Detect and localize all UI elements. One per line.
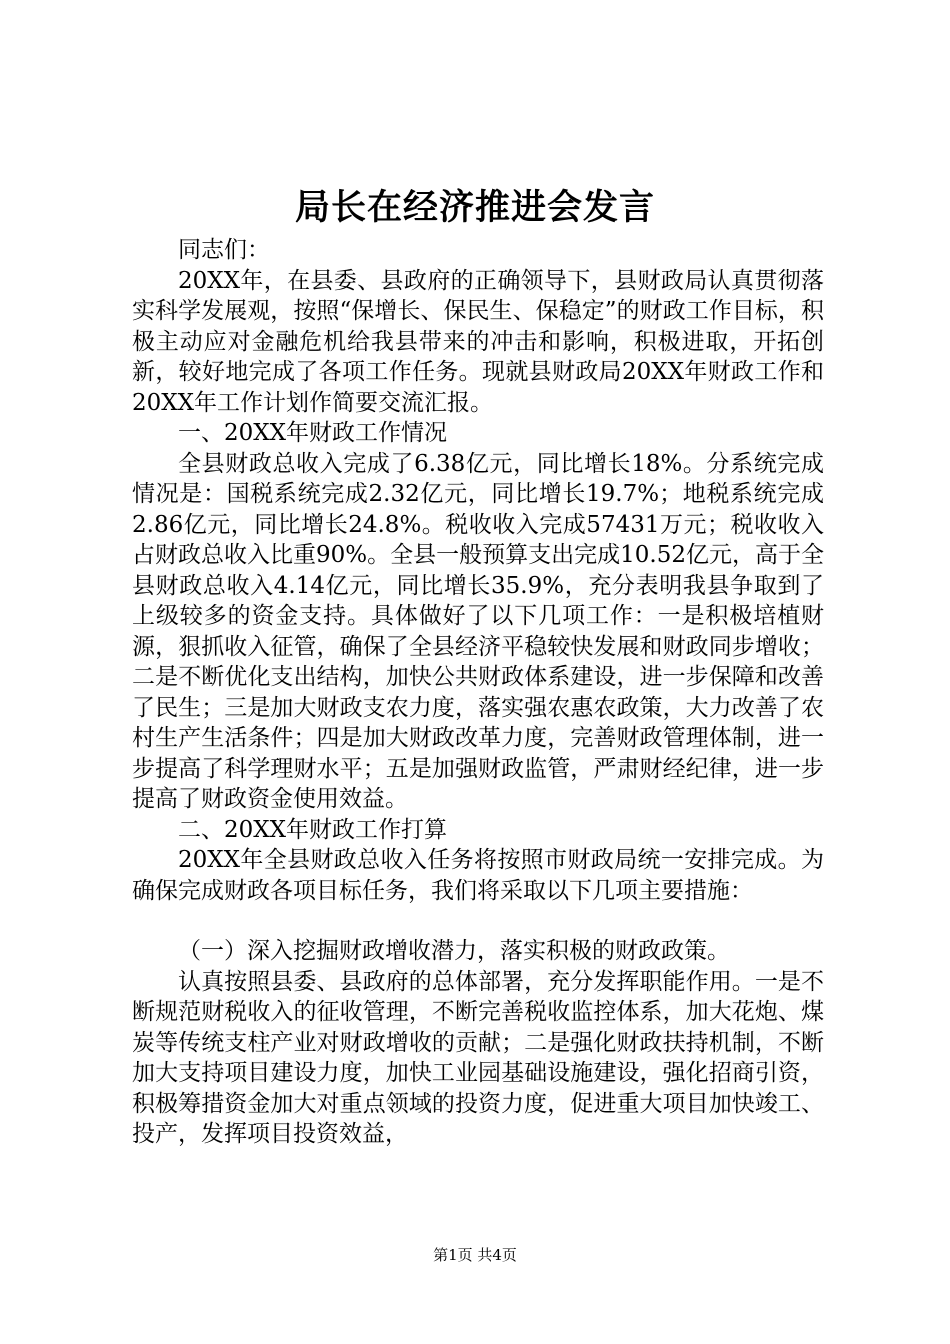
subsection-heading-1: （一）深入挖掘财政增收潜力，落实积极的财政政策。: [178, 938, 730, 964]
paragraph-plan-intro: 20XX年全县财政总收入任务将按照市财政局统一安排完成。为确保完成财政各项目标任务，我们将采取以下几项主要措施：: [132, 847, 824, 904]
document-body: [132, 235, 824, 1150]
paragraph-measures: 认真按照县委、县政府的总体部署，充分发挥职能作用。一是不断规范财税收入的征收管理，不断完善税收监控体系，加大花炮、煤炭等传统支柱产业对财政增收的贡献；二是强化财政扶持机制，不断加大支持项目建设力度，加快工业园基础设施建设，强化招商引资，积极筹措资金加大对重点领域的投资力度，促进重大项目加快竣工、投产，发挥项目投资效益，: [132, 968, 824, 1147]
paragraph-intro: 20XX年，在县委、县政府的正确领导下，县财政局认真贯彻落实科学发展观，按照“保增长、保民生、保稳定”的财政工作目标，积极主动应对金融危机给我县带来的冲击和影响，积极进取，开拓创新，较好地完成了各项工作任务。现就县财政局20XX年财政工作和20XX年工作计划作简要交流汇报。: [132, 267, 824, 416]
section-heading-1: 一、20XX年财政工作情况: [178, 420, 448, 446]
section-heading-2: 二、20XX年财政工作打算: [178, 816, 448, 843]
paragraph-fiscal-results: 全县财政总收入完成了6.38亿元，同比增长18%。分系统完成情况是：国税系统完成2.32亿元，同比增长19.7%；地税系统完成2.86亿元，同比增长24.8%。税收收入完成57431万元；税收收入占财政总收入比重90%。全县一般预算支出完成10.52亿元，高于全县财政总收入4.14亿元，同比增长35.9%，充分表明我县争取到了上级较多的资金支持。具体做好了以下几项工作：一是积极培植财源，狠抓收入征管，确保了全县经济平稳较快发展和财政同步增收；二是不断优化支出结构，加快公共财政体系建设，进一步保障和改善了民生；三是加大财政支农力度，落实强农惠农政策，大力改善了农村生产生活条件；四是加大财政改革力度，完善财政管理体制，进一步提高了科学理财水平；五是加强财政监管，严肃财经纪律，进一步提高了财政资金使用效益。: [132, 450, 824, 812]
page-footer: 第1页 共4页: [433, 1246, 517, 1264]
salutation: 同志们：: [178, 237, 270, 263]
document-title: 局长在经济推进会发言: [294, 187, 655, 228]
